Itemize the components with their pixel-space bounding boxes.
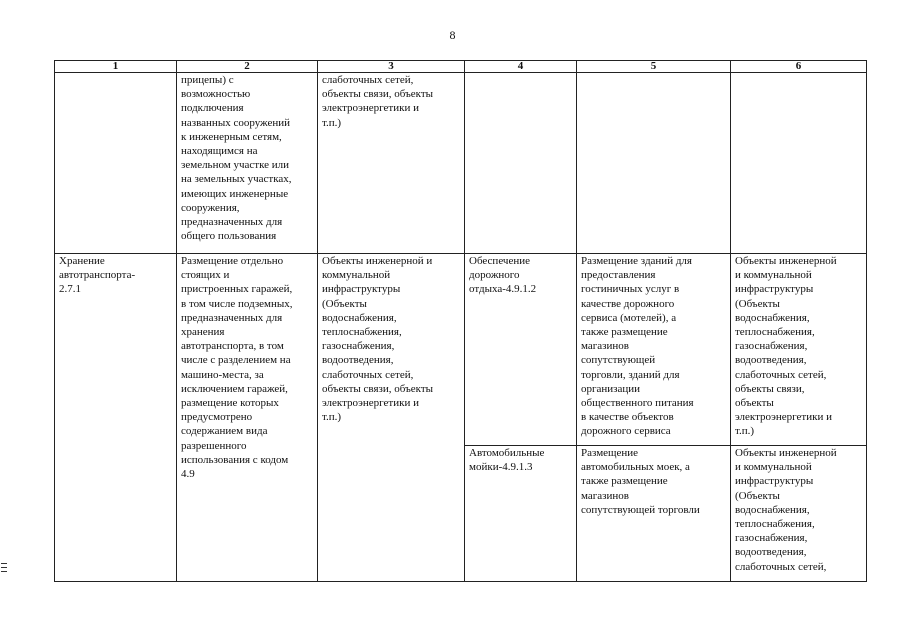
column-header-3: 3 — [318, 61, 465, 73]
table-cell — [55, 254, 177, 582]
table-cell — [177, 73, 318, 254]
column-header-6: 6 — [731, 61, 867, 73]
table-cell — [318, 254, 465, 582]
column-header-4: 4 — [465, 61, 577, 73]
table-cell — [465, 254, 577, 446]
margin-scan-mark — [1, 563, 7, 575]
table-cell — [577, 446, 731, 582]
cell-text: Размещение автомобильных моек, а также размещение магазинов сопутствующей торговли — [581, 447, 700, 516]
column-header-5: 5 — [577, 61, 731, 73]
table-cell — [577, 73, 731, 254]
table-cell — [577, 254, 731, 446]
cell-text: Объекты инженерной и коммунальной инфраструктуры (Объекты водоснабжения, теплоснабжения, газоснабжения, водоотведения, слаботочных сетей, — [735, 447, 837, 573]
cell-text: Автомобильные мойки-4.9.1.3 — [469, 447, 545, 474]
table-cell — [318, 73, 465, 254]
document-table-wrapper — [54, 60, 867, 582]
table-cell — [731, 446, 867, 582]
table-cell — [465, 446, 577, 582]
page-number: 8 — [449, 28, 456, 42]
cell-text: Хранение автотранспорта- 2.7.1 — [59, 255, 136, 296]
column-header-1: 1 — [55, 61, 177, 73]
cell-text: прицепы) с возможностью подключения названных сооружений к инженерным сетям, находящимся на земельном участке или на земельных участках, имеющих инженерные сооружения, предназначенных для общего пользования — [181, 74, 292, 243]
column-number-row — [55, 61, 867, 73]
table-cell — [731, 73, 867, 254]
cell-text: слаботочных сетей, объекты связи, объекты электроэнергетики и т.п.) — [322, 74, 434, 129]
cell-text: Объекты инженерной и коммунальной инфраструктуры (Объекты водоснабжения, теплоснабжения, газоснабжения, водоотведения, слаботочных сетей, объекты связи, объекты электроэнергетики и т.п.) — [735, 255, 837, 438]
table-row — [55, 73, 867, 254]
table-cell — [465, 73, 577, 254]
cell-text: Размещение зданий для предоставления гостиничных услуг в качестве дорожного сервиса (мотелей), а также размещение магазинов сопутствующей торговли, зданий для организации общественного питания в качестве объектов дорожного сервиса — [581, 255, 694, 438]
cell-text: Объекты инженерной и коммунальной инфраструктуры (Объекты водоснабжения, теплоснабжения, газоснабжения, водоотведения, слаботочных сетей, объекты связи, объекты электроэнергетики и т.п.) — [322, 255, 434, 424]
table-cell — [731, 254, 867, 446]
cell-text: Размещение отдельно стоящих и пристроенных гаражей, в том числе подземных, предназначенных для хранения автотранспорта, в том числе с разделением на машино-места, за исключением гаражей, размещение которых предусмотрено содержанием вида разрешенного использования с кодом 4.9 — [181, 255, 293, 481]
table-cell — [55, 73, 177, 254]
cell-text: Обеспечение дорожного отдыха-4.9.1.2 — [469, 255, 537, 296]
table-cell — [177, 254, 318, 582]
column-header-2: 2 — [177, 61, 318, 73]
table-row — [55, 254, 867, 446]
land-use-table — [54, 60, 867, 582]
